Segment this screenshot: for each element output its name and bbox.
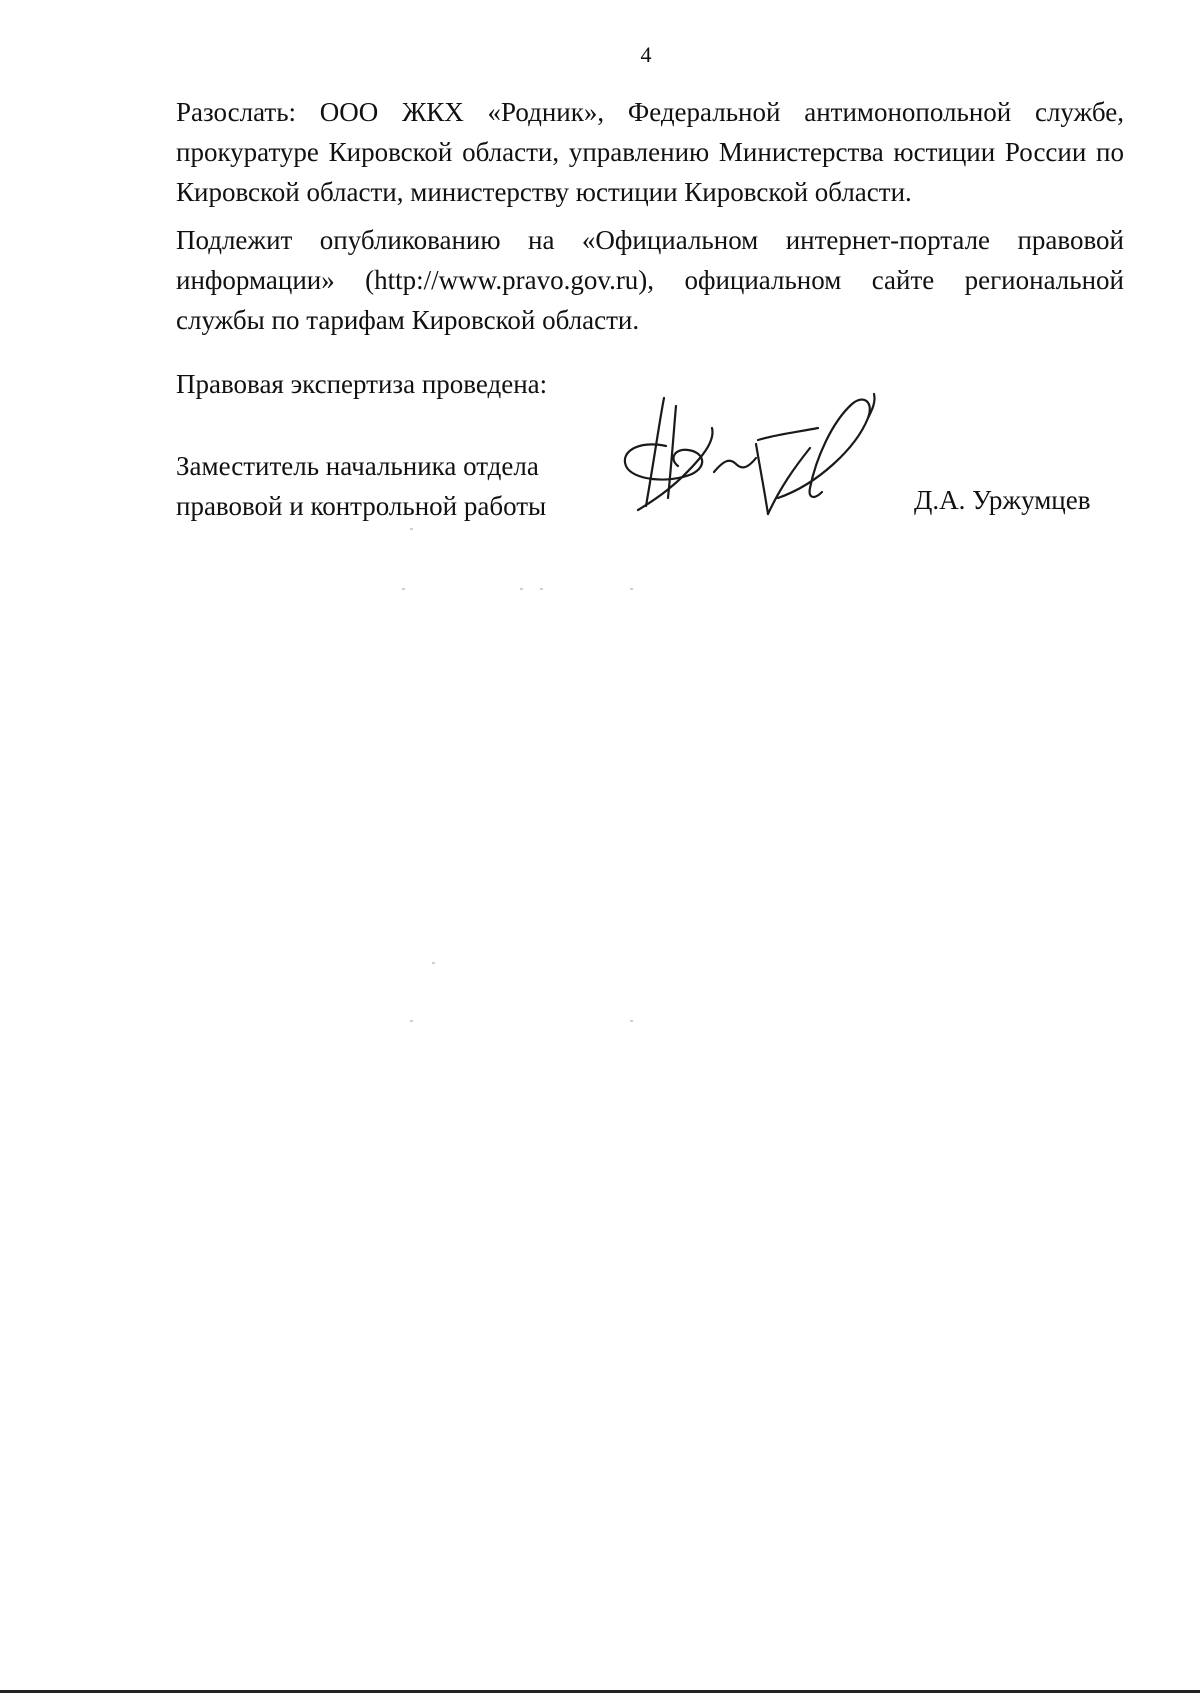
signatory-title-line-1: Заместитель начальника отдела bbox=[176, 451, 539, 481]
scan-speck bbox=[432, 962, 435, 964]
publication-notice: Подлежит опубликованию на «Официальном интернет-портале правовой информации» (http://www.pravo.gov.ru), официальном сайте региональной службы по тарифам Кировской области. bbox=[176, 225, 1124, 335]
handwritten-signature-icon bbox=[618, 388, 898, 528]
page-number: 4 bbox=[640, 42, 652, 67]
scan-speck bbox=[410, 528, 413, 530]
bottom-edge-rule bbox=[0, 1690, 1200, 1693]
scan-speck bbox=[540, 588, 543, 590]
signatory-title-line-2: правовой и контрольной работы bbox=[176, 491, 547, 521]
scan-speck bbox=[520, 588, 523, 590]
signatory-title bbox=[176, 446, 546, 526]
scan-speck bbox=[630, 1020, 633, 1022]
distribution-list: Разослать: ООО ЖКХ «Родник», Федеральной антимонопольной службе, прокуратуре Кировской области, управлению Министерства юстиции России по Кировской области, министерству юстиции Кировской области. bbox=[176, 97, 1124, 207]
signatory-name: Д.А. Уржумцев bbox=[914, 485, 1091, 515]
scan-speck bbox=[630, 588, 633, 590]
legal-review-heading: Правовая экспертиза проведена: bbox=[176, 369, 548, 399]
scan-speck bbox=[410, 1020, 413, 1022]
scan-speck bbox=[402, 588, 405, 590]
